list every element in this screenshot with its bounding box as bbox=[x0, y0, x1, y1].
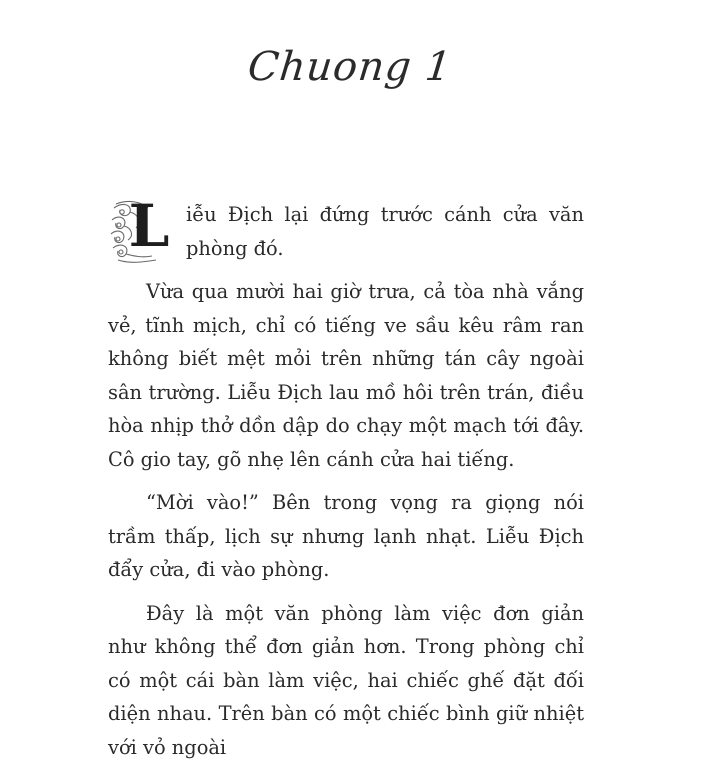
chapter-title: Chuong 1 bbox=[245, 44, 455, 90]
body-text bbox=[108, 192, 584, 774]
paragraph-4: Đây là một văn phòng làm việc đơn giản như không thể đơn giản hơn. Trong phòng chỉ có một cái bàn làm việc, hai chiếc ghế đặt đối diện nhau. Trên bàn có một chiếc bình giữ nhiệt với vỏ ngoài bbox=[108, 601, 584, 759]
paragraph-1 bbox=[108, 192, 584, 265]
paragraph-3: “Mời vào!” Bên trong vọng ra giọng nói trầm thấp, lịch sự nhưng lạnh nhạt. Liễu Địch đẩy cửa, đi vào phòng. bbox=[108, 491, 584, 581]
drop-cap bbox=[108, 192, 184, 264]
paragraph-1-text: iễu Địch lại đứng trước cánh cửa văn phòng đó. bbox=[186, 203, 584, 260]
paragraph-2: Vừa qua mười hai giờ trưa, cả tòa nhà vắng vẻ, tĩnh mịch, chỉ có tiếng ve sầu kêu râm ran không biết mệt mỏi trên những tán cây ngoài sân trường. Liễu Địch lau mồ hôi trên trán, điều hòa nhịp thở dồn dập do chạy một mạch tới đây. Cô gio tay, gõ nhẹ lên cánh cửa hai tiếng. bbox=[108, 280, 584, 471]
drop-cap-letter: L bbox=[128, 192, 170, 260]
